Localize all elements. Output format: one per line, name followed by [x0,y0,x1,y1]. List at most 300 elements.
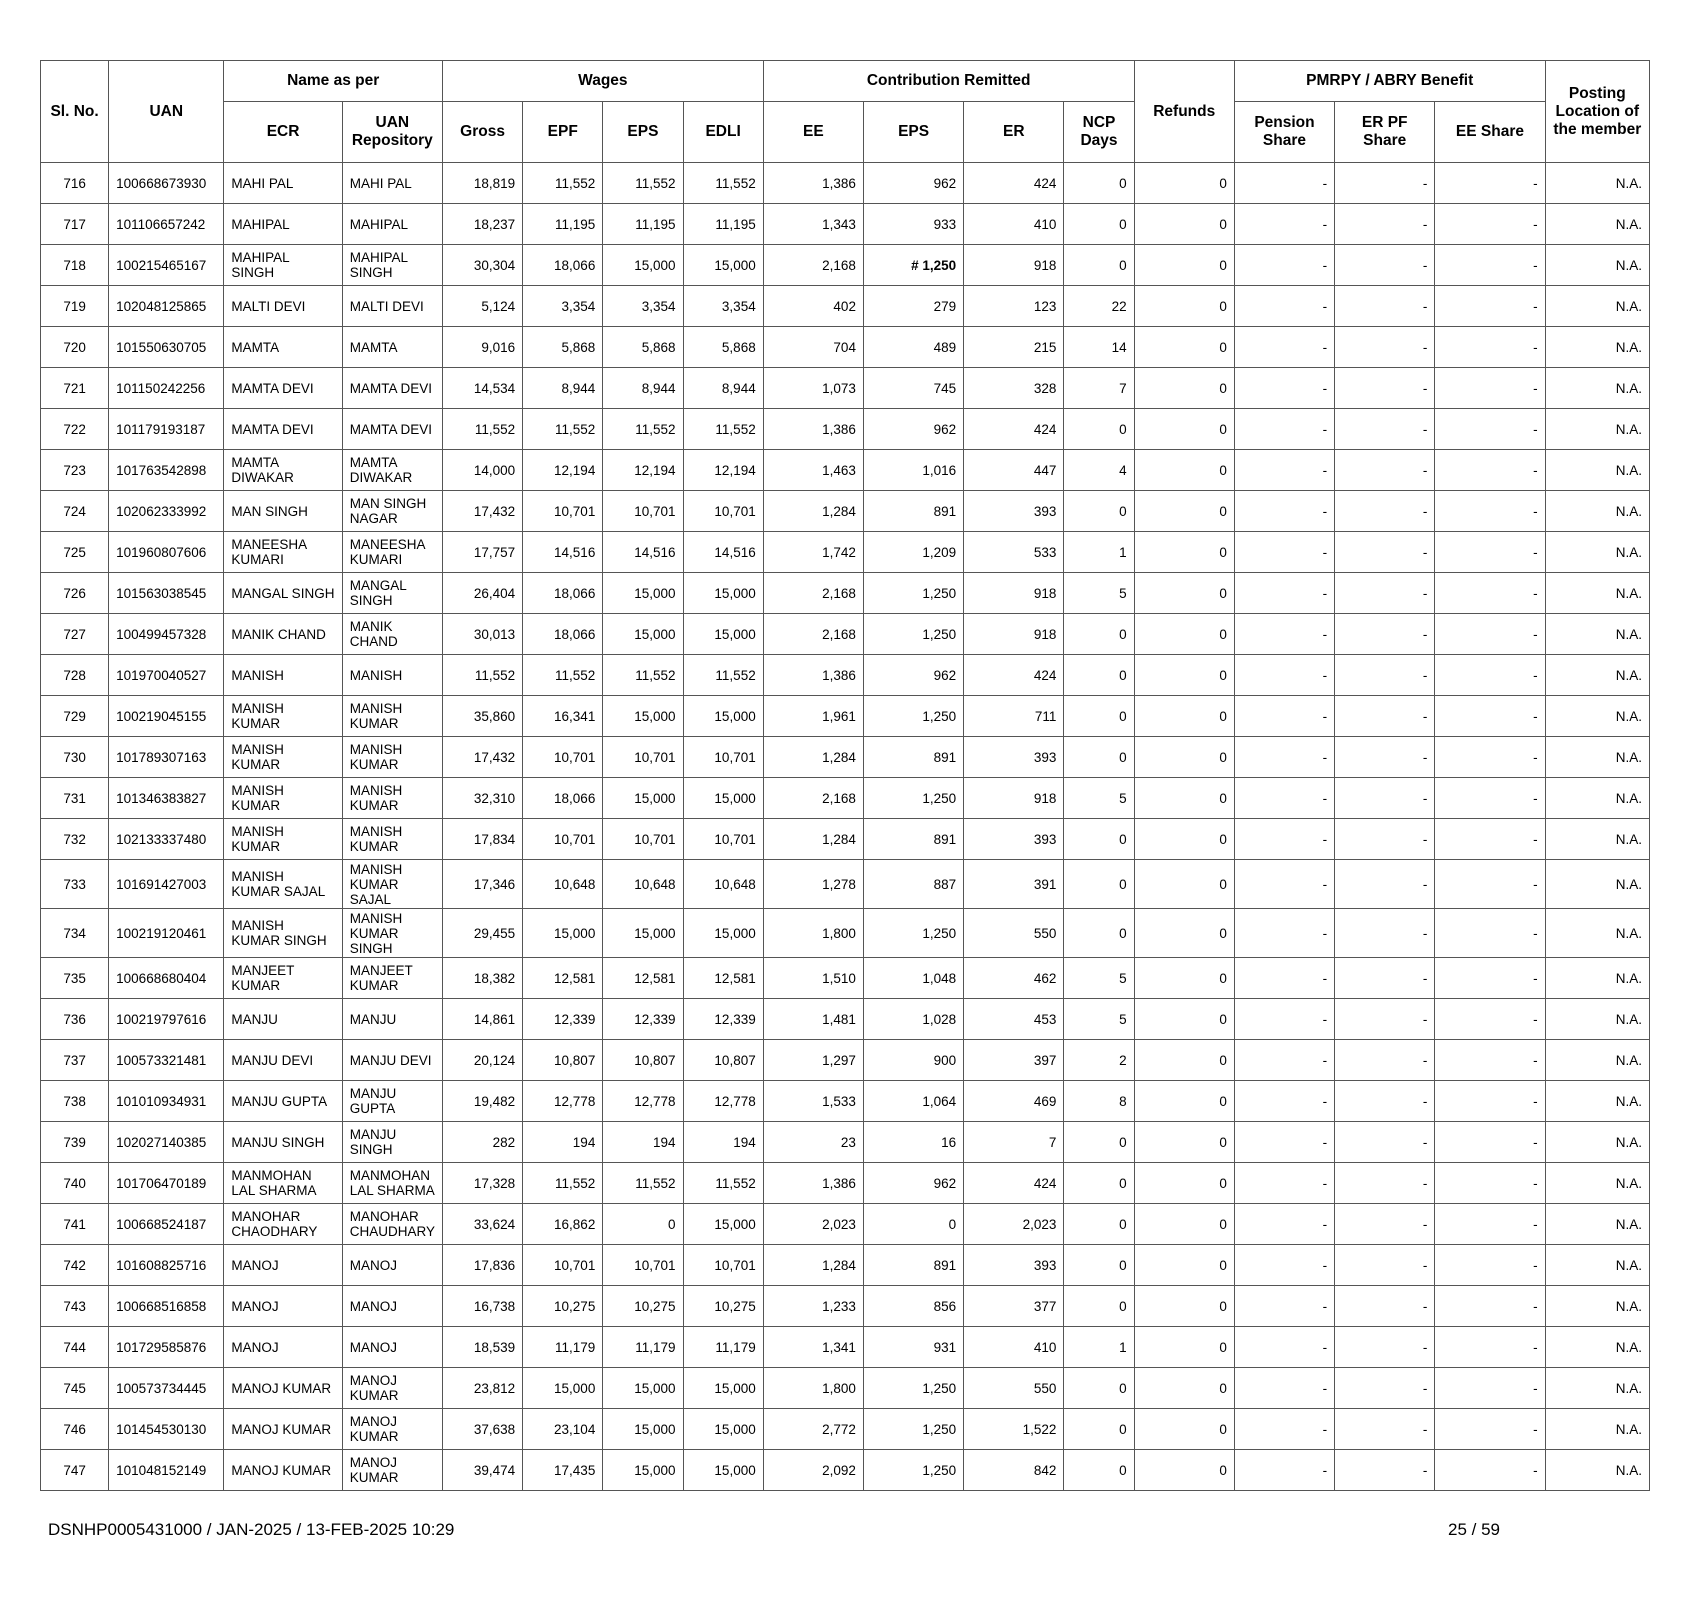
cell-contribution-eps: 891 [863,819,963,860]
cell-ncp-days: 0 [1064,1368,1134,1409]
cell-name-uan-repository: MAHIPAL [342,204,442,245]
cell-ee-share: - [1435,1368,1545,1409]
table-row [41,1040,1650,1081]
cell-name-ecr: MANISH KUMAR [224,778,342,819]
cell-contribution-er: 462 [964,958,1064,999]
cell-wages-eps: 15,000 [603,909,683,958]
cell-name-ecr: MALTI DEVI [224,286,342,327]
cell-ncp-days: 0 [1064,491,1134,532]
footer-document-reference: DSNHP0005431000 / JAN-2025 / 13-FEB-2025 10:29 [48,1520,455,1539]
cell-uan: 102133337480 [109,819,224,860]
table-row [41,491,1650,532]
cell-wages-gross: 14,861 [442,999,522,1040]
cell-name-ecr: MANJU SINGH [224,1122,342,1163]
cell-er-pf-share: - [1335,909,1435,958]
header-pension-share: Pension Share [1234,102,1334,163]
cell-wages-edli: 15,000 [683,909,763,958]
cell-posting-location: N.A. [1545,958,1649,999]
cell-name-uan-repository: MANMOHAN LAL SHARMA [342,1163,442,1204]
cell-contribution-ee: 2,168 [763,573,863,614]
cell-pension-share: - [1234,778,1334,819]
cell-contribution-er: 918 [964,573,1064,614]
cell-wages-edli: 10,807 [683,1040,763,1081]
cell-contribution-eps: 933 [863,204,963,245]
cell-contribution-er: 1,522 [964,1409,1064,1450]
cell-name-uan-repository: MAMTA DEVI [342,409,442,450]
cell-posting-location: N.A. [1545,999,1649,1040]
cell-posting-location: N.A. [1545,737,1649,778]
header-ecr: ECR [224,102,342,163]
cell-contribution-er: 393 [964,491,1064,532]
cell-wages-eps: 0 [603,1204,683,1245]
cell-contribution-eps: 1,250 [863,696,963,737]
cell-wages-epf: 12,778 [523,1081,603,1122]
cell-wages-edli: 12,339 [683,999,763,1040]
cell-ee-share: - [1435,163,1545,204]
cell-wages-edli: 11,552 [683,409,763,450]
cell-er-pf-share: - [1335,1204,1435,1245]
cell-contribution-ee: 2,772 [763,1409,863,1450]
cell-wages-epf: 12,339 [523,999,603,1040]
cell-wages-epf: 15,000 [523,1368,603,1409]
cell-er-pf-share: - [1335,999,1435,1040]
cell-contribution-er: 7 [964,1122,1064,1163]
table-row [41,327,1650,368]
cell-wages-gross: 26,404 [442,573,522,614]
header-uan-repository: UAN Repository [342,102,442,163]
cell-wages-edli: 15,000 [683,614,763,655]
cell-wages-epf: 5,868 [523,327,603,368]
cell-wages-eps: 15,000 [603,614,683,655]
cell-ee-share: - [1435,1327,1545,1368]
cell-wages-epf: 12,194 [523,450,603,491]
cell-contribution-ee: 1,233 [763,1286,863,1327]
cell-er-pf-share: - [1335,819,1435,860]
cell-name-ecr: MANEESHA KUMARI [224,532,342,573]
cell-ee-share: - [1435,737,1545,778]
cell-wages-edli: 11,552 [683,163,763,204]
table-row [41,1368,1650,1409]
cell-wages-eps: 15,000 [603,696,683,737]
cell-ncp-days: 0 [1064,696,1134,737]
cell-sl-no: 734 [41,909,109,958]
table-row [41,245,1650,286]
cell-contribution-ee: 1,343 [763,204,863,245]
cell-contribution-ee: 402 [763,286,863,327]
cell-uan: 100573321481 [109,1040,224,1081]
cell-contribution-er: 410 [964,204,1064,245]
cell-contribution-er: 424 [964,409,1064,450]
cell-refunds: 0 [1134,1163,1234,1204]
cell-ncp-days: 14 [1064,327,1134,368]
cell-wages-gross: 17,834 [442,819,522,860]
table-row [41,1081,1650,1122]
cell-uan: 100219797616 [109,999,224,1040]
cell-wages-eps: 15,000 [603,1368,683,1409]
cell-sl-no: 736 [41,999,109,1040]
cell-wages-edli: 15,000 [683,573,763,614]
cell-er-pf-share: - [1335,327,1435,368]
cell-wages-epf: 3,354 [523,286,603,327]
cell-wages-gross: 5,124 [442,286,522,327]
cell-name-ecr: MAMTA DEVI [224,409,342,450]
cell-pension-share: - [1234,450,1334,491]
cell-wages-epf: 18,066 [523,245,603,286]
cell-wages-eps: 10,807 [603,1040,683,1081]
cell-refunds: 0 [1134,532,1234,573]
cell-er-pf-share: - [1335,286,1435,327]
cell-uan: 101608825716 [109,1245,224,1286]
cell-wages-eps: 14,516 [603,532,683,573]
cell-wages-gross: 33,624 [442,1204,522,1245]
cell-name-uan-repository: MANOJ [342,1286,442,1327]
cell-name-uan-repository: MANISH KUMAR [342,778,442,819]
cell-wages-epf: 10,701 [523,1245,603,1286]
cell-ncp-days: 0 [1064,204,1134,245]
cell-ee-share: - [1435,1040,1545,1081]
cell-wages-eps: 12,339 [603,999,683,1040]
cell-name-ecr: MANISH KUMAR [224,696,342,737]
cell-wages-edli: 10,275 [683,1286,763,1327]
cell-pension-share: - [1234,614,1334,655]
cell-name-ecr: MAN SINGH [224,491,342,532]
cell-contribution-ee: 704 [763,327,863,368]
cell-contribution-eps: 1,250 [863,573,963,614]
ecr-statement-sheet [40,60,1650,1491]
cell-wages-epf: 10,701 [523,737,603,778]
cell-refunds: 0 [1134,1286,1234,1327]
cell-wages-edli: 15,000 [683,696,763,737]
cell-posting-location: N.A. [1545,655,1649,696]
cell-ncp-days: 1 [1064,532,1134,573]
cell-ee-share: - [1435,450,1545,491]
cell-er-pf-share: - [1335,245,1435,286]
cell-name-ecr: MANOJ [224,1286,342,1327]
cell-pension-share: - [1234,1204,1334,1245]
cell-name-ecr: MANISH KUMAR [224,819,342,860]
cell-contribution-eps: 891 [863,1245,963,1286]
header-epf: EPF [523,102,603,163]
cell-name-ecr: MANJU [224,999,342,1040]
cell-sl-no: 721 [41,368,109,409]
cell-name-uan-repository: MANOJ KUMAR [342,1450,442,1491]
table-row [41,409,1650,450]
cell-ee-share: - [1435,655,1545,696]
cell-sl-no: 738 [41,1081,109,1122]
cell-wages-eps: 10,648 [603,860,683,909]
cell-ncp-days: 22 [1064,286,1134,327]
cell-ncp-days: 0 [1064,655,1134,696]
cell-contribution-er: 424 [964,1163,1064,1204]
cell-sl-no: 742 [41,1245,109,1286]
table-row [41,958,1650,999]
cell-pension-share: - [1234,573,1334,614]
cell-wages-epf: 11,552 [523,655,603,696]
cell-name-uan-repository: MAMTA DIWAKAR [342,450,442,491]
cell-contribution-er: 469 [964,1081,1064,1122]
cell-refunds: 0 [1134,778,1234,819]
cell-ncp-days: 0 [1064,1409,1134,1450]
cell-wages-edli: 10,701 [683,491,763,532]
cell-ee-share: - [1435,778,1545,819]
cell-contribution-ee: 1,386 [763,163,863,204]
cell-contribution-er: 410 [964,1327,1064,1368]
cell-name-uan-repository: MANISH KUMAR SINGH [342,909,442,958]
cell-wages-eps: 12,581 [603,958,683,999]
cell-refunds: 0 [1134,1122,1234,1163]
cell-ee-share: - [1435,696,1545,737]
cell-contribution-ee: 1,278 [763,860,863,909]
cell-ee-share: - [1435,819,1545,860]
cell-wages-eps: 8,944 [603,368,683,409]
cell-sl-no: 730 [41,737,109,778]
cell-posting-location: N.A. [1545,614,1649,655]
table-row [41,1245,1650,1286]
cell-er-pf-share: - [1335,1409,1435,1450]
cell-wages-gross: 23,812 [442,1368,522,1409]
cell-ee-share: - [1435,368,1545,409]
cell-er-pf-share: - [1335,368,1435,409]
cell-ncp-days: 0 [1064,1245,1134,1286]
cell-pension-share: - [1234,327,1334,368]
cell-wages-epf: 11,552 [523,1163,603,1204]
cell-contribution-er: 918 [964,245,1064,286]
cell-sl-no: 737 [41,1040,109,1081]
cell-wages-gross: 17,432 [442,491,522,532]
footer-page-number: 25 / 59 [1448,1520,1500,1539]
cell-name-ecr: MANISH [224,655,342,696]
cell-refunds: 0 [1134,696,1234,737]
cell-uan: 101550630705 [109,327,224,368]
cell-name-uan-repository: MANJU SINGH [342,1122,442,1163]
cell-wages-edli: 15,000 [683,1204,763,1245]
cell-posting-location: N.A. [1545,573,1649,614]
cell-sl-no: 720 [41,327,109,368]
cell-wages-gross: 11,552 [442,655,522,696]
cell-contribution-eps: 856 [863,1286,963,1327]
cell-uan: 101729585876 [109,1327,224,1368]
cell-pension-share: - [1234,286,1334,327]
cell-wages-edli: 14,516 [683,532,763,573]
cell-wages-gross: 11,552 [442,409,522,450]
cell-name-ecr: MAMTA DIWAKAR [224,450,342,491]
cell-wages-edli: 12,194 [683,450,763,491]
cell-pension-share: - [1234,1409,1334,1450]
cell-contribution-eps: 962 [863,409,963,450]
cell-wages-edli: 11,552 [683,655,763,696]
cell-contribution-eps: 1,016 [863,450,963,491]
cell-name-uan-repository: MANOJ [342,1245,442,1286]
cell-ee-share: - [1435,958,1545,999]
cell-contribution-er: 123 [964,286,1064,327]
cell-uan: 101706470189 [109,1163,224,1204]
cell-er-pf-share: - [1335,1368,1435,1409]
cell-ee-share: - [1435,532,1545,573]
cell-ncp-days: 5 [1064,999,1134,1040]
header-edli: EDLI [683,102,763,163]
cell-contribution-er: 453 [964,999,1064,1040]
cell-pension-share: - [1234,1040,1334,1081]
cell-name-ecr: MANOJ KUMAR [224,1368,342,1409]
cell-uan: 101346383827 [109,778,224,819]
cell-contribution-eps: 1,209 [863,532,963,573]
cell-name-ecr: MAMTA [224,327,342,368]
cell-contribution-er: 393 [964,737,1064,778]
cell-name-uan-repository: MANGAL SINGH [342,573,442,614]
cell-pension-share: - [1234,696,1334,737]
header-ee-share: EE Share [1435,102,1545,163]
cell-sl-no: 735 [41,958,109,999]
cell-uan: 102027140385 [109,1122,224,1163]
cell-sl-no: 731 [41,778,109,819]
cell-contribution-eps: 962 [863,655,963,696]
cell-wages-epf: 194 [523,1122,603,1163]
cell-ncp-days: 0 [1064,245,1134,286]
cell-uan: 101691427003 [109,860,224,909]
cell-posting-location: N.A. [1545,909,1649,958]
cell-sl-no: 716 [41,163,109,204]
cell-wages-edli: 15,000 [683,1409,763,1450]
cell-ncp-days: 0 [1064,1163,1134,1204]
cell-wages-edli: 194 [683,1122,763,1163]
cell-wages-gross: 17,757 [442,532,522,573]
cell-ncp-days: 0 [1064,1122,1134,1163]
cell-contribution-ee: 2,168 [763,778,863,819]
cell-wages-gross: 282 [442,1122,522,1163]
cell-contribution-er: 397 [964,1040,1064,1081]
cell-refunds: 0 [1134,1368,1234,1409]
cell-refunds: 0 [1134,655,1234,696]
cell-ncp-days: 1 [1064,1327,1134,1368]
cell-refunds: 0 [1134,1409,1234,1450]
cell-contribution-er: 424 [964,655,1064,696]
cell-wages-gross: 17,328 [442,1163,522,1204]
cell-name-ecr: MANOHAR CHAODHARY [224,1204,342,1245]
cell-name-ecr: MANJEET KUMAR [224,958,342,999]
cell-contribution-ee: 2,168 [763,614,863,655]
cell-name-uan-repository: MANJU DEVI [342,1040,442,1081]
cell-refunds: 0 [1134,1081,1234,1122]
cell-pension-share: - [1234,1450,1334,1491]
cell-posting-location: N.A. [1545,163,1649,204]
cell-contribution-ee: 1,961 [763,696,863,737]
cell-ncp-days: 0 [1064,1286,1134,1327]
cell-contribution-eps: 1,250 [863,1368,963,1409]
cell-ee-share: - [1435,1409,1545,1450]
cell-wages-edli: 15,000 [683,245,763,286]
cell-pension-share: - [1234,1122,1334,1163]
cell-er-pf-share: - [1335,958,1435,999]
header-eps: EPS [603,102,683,163]
table-row [41,860,1650,909]
cell-wages-edli: 15,000 [683,778,763,819]
cell-er-pf-share: - [1335,409,1435,450]
cell-posting-location: N.A. [1545,1122,1649,1163]
cell-sl-no: 724 [41,491,109,532]
cell-sl-no: 729 [41,696,109,737]
cell-er-pf-share: - [1335,1245,1435,1286]
table-row [41,819,1650,860]
cell-name-uan-repository: MANISH KUMAR [342,819,442,860]
cell-wages-eps: 15,000 [603,1409,683,1450]
cell-wages-gross: 14,534 [442,368,522,409]
cell-refunds: 0 [1134,1327,1234,1368]
table-row [41,1163,1650,1204]
cell-posting-location: N.A. [1545,327,1649,368]
cell-wages-eps: 15,000 [603,573,683,614]
cell-er-pf-share: - [1335,860,1435,909]
table-row [41,1122,1650,1163]
cell-name-uan-repository: MANJU GUPTA [342,1081,442,1122]
cell-name-ecr: MANIK CHAND [224,614,342,655]
cell-sl-no: 739 [41,1122,109,1163]
cell-contribution-ee: 1,297 [763,1040,863,1081]
table-row [41,1409,1650,1450]
cell-refunds: 0 [1134,368,1234,409]
cell-posting-location: N.A. [1545,1204,1649,1245]
cell-ncp-days: 0 [1064,163,1134,204]
cell-wages-gross: 32,310 [442,778,522,819]
cell-ncp-days: 5 [1064,573,1134,614]
cell-wages-eps: 11,552 [603,655,683,696]
cell-ee-share: - [1435,1245,1545,1286]
cell-pension-share: - [1234,737,1334,778]
cell-name-uan-repository: MAMTA DEVI [342,368,442,409]
cell-pension-share: - [1234,409,1334,450]
cell-refunds: 0 [1134,450,1234,491]
cell-ee-share: - [1435,573,1545,614]
cell-ee-share: - [1435,1122,1545,1163]
cell-name-ecr: MAHIPAL [224,204,342,245]
table-row [41,696,1650,737]
cell-name-ecr: MANMOHAN LAL SHARMA [224,1163,342,1204]
cell-wages-edli: 15,000 [683,1368,763,1409]
cell-er-pf-share: - [1335,1286,1435,1327]
cell-contribution-ee: 2,168 [763,245,863,286]
cell-uan: 101010934931 [109,1081,224,1122]
cell-posting-location: N.A. [1545,491,1649,532]
cell-sl-no: 718 [41,245,109,286]
cell-contribution-ee: 1,284 [763,819,863,860]
cell-sl-no: 727 [41,614,109,655]
cell-ee-share: - [1435,909,1545,958]
cell-uan: 100668673930 [109,163,224,204]
cell-wages-epf: 14,516 [523,532,603,573]
cell-pension-share: - [1234,1286,1334,1327]
cell-uan: 100573734445 [109,1368,224,1409]
cell-name-uan-repository: MANEESHA KUMARI [342,532,442,573]
cell-ee-share: - [1435,204,1545,245]
cell-contribution-er: 377 [964,1286,1064,1327]
cell-wages-eps: 15,000 [603,778,683,819]
cell-ncp-days: 0 [1064,614,1134,655]
cell-ncp-days: 0 [1064,1204,1134,1245]
cell-ee-share: - [1435,614,1545,655]
header-refunds: Refunds [1134,61,1234,163]
cell-wages-gross: 39,474 [442,1450,522,1491]
cell-name-uan-repository: MAMTA [342,327,442,368]
cell-uan: 100219120461 [109,909,224,958]
cell-ee-share: - [1435,1204,1545,1245]
cell-name-uan-repository: MANISH KUMAR SAJAL [342,860,442,909]
cell-sl-no: 717 [41,204,109,245]
cell-ncp-days: 0 [1064,409,1134,450]
cell-sl-no: 725 [41,532,109,573]
cell-wages-eps: 11,552 [603,163,683,204]
cell-contribution-er: 2,023 [964,1204,1064,1245]
cell-refunds: 0 [1134,1040,1234,1081]
table-row [41,1204,1650,1245]
